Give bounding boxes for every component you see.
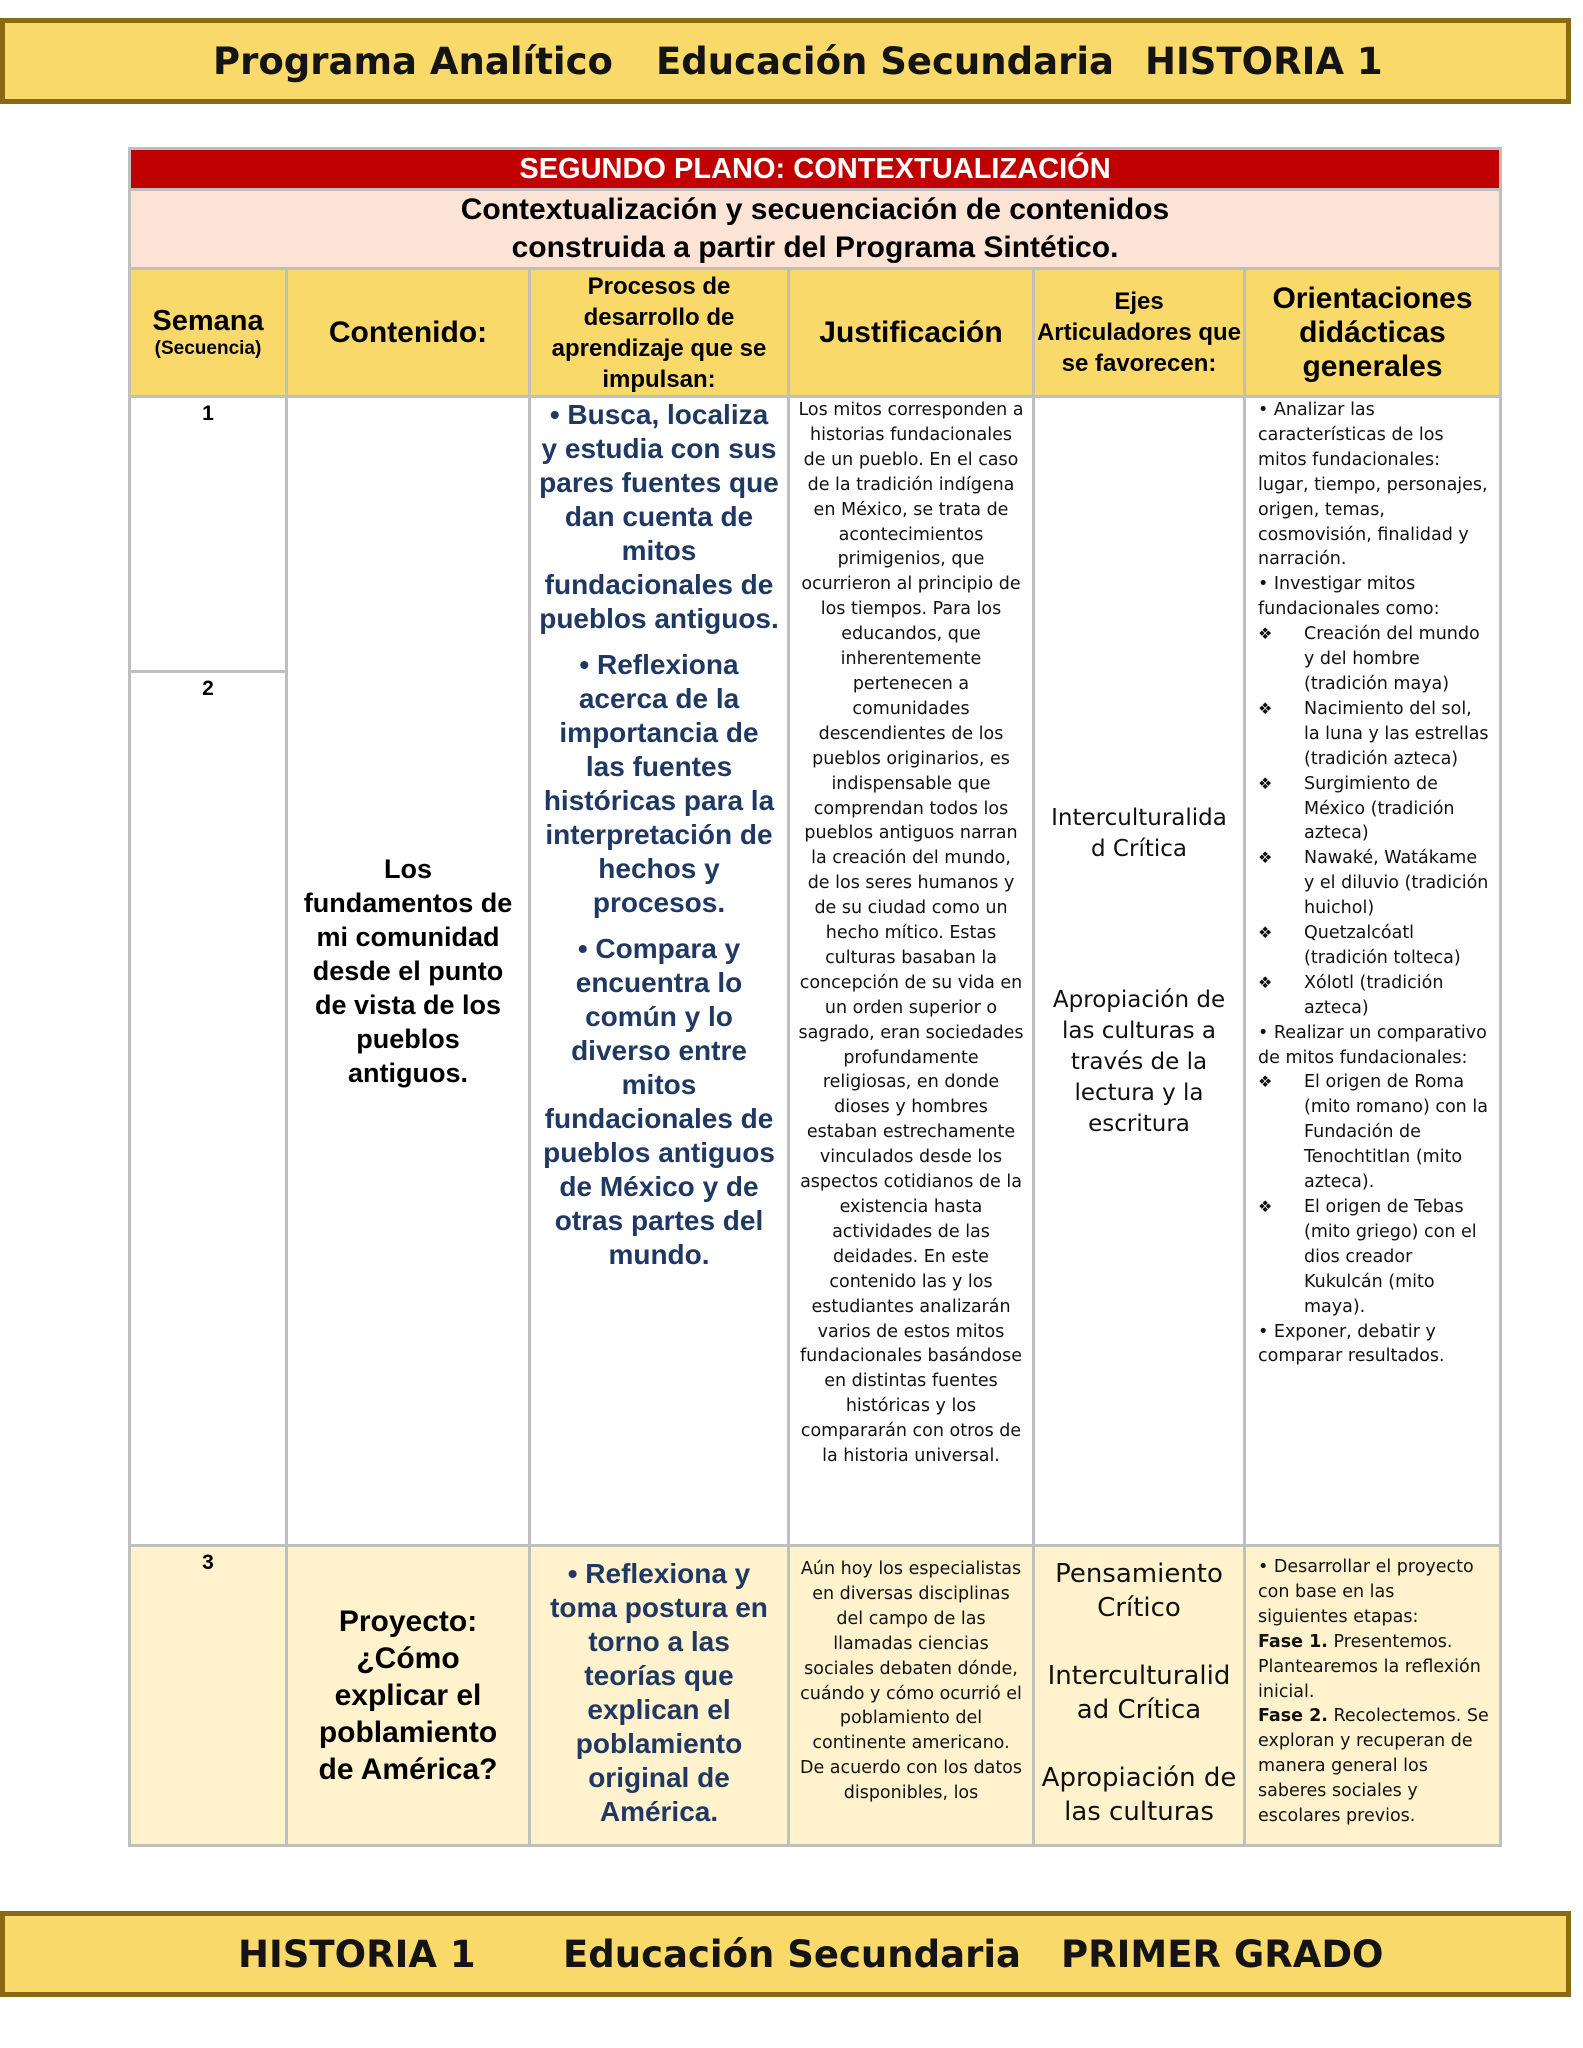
diamond-bullet-icon: ❖ xyxy=(1258,923,1273,943)
week-number-1: 1 xyxy=(130,397,287,672)
diamond-bullet-icon: ❖ xyxy=(1258,848,1273,868)
header-semana xyxy=(130,269,287,397)
myth-list xyxy=(1258,622,1489,1021)
phase-1 xyxy=(1258,1630,1489,1705)
justification-2: Aún hoy los especialistas en diversas disciplinas del campo de las llamadas ciencias sociales debaten dónde, cuándo y cómo ocurrió el poblamiento del continente americano. De acuerdo con los datos disponibles, los xyxy=(789,1546,1034,1846)
axis-item: Apropiación de las culturas a través de la lectura y la escritura xyxy=(1052,986,1226,1137)
phase-2-text: Recolectemos. Se exploran y recuperan de manera general los saberes sociales y escolares previos. xyxy=(1258,1706,1489,1827)
list-item: ❖ Nacimiento del sol, la luna y las estrellas (tradición azteca) xyxy=(1258,698,1489,769)
phase-1-text: Presentemos. Plantearemos la reflexión inicial. xyxy=(1258,1631,1481,1702)
guideline-bullet: • Realizar un comparativo de mitos fundacionales: xyxy=(1258,1022,1487,1068)
axis-item: Interculturalida d Crítica xyxy=(1051,804,1227,862)
footer-band xyxy=(0,1911,1571,1997)
header-program-title: Programa Analítico xyxy=(213,39,613,83)
axes-1 xyxy=(1034,397,1245,1546)
didactic-guidelines-2 xyxy=(1245,1546,1501,1846)
axes-2 xyxy=(1034,1546,1245,1846)
axis-item: Interculturalid ad Crítica xyxy=(1047,1661,1231,1725)
header-procesos: Procesos de desarrollo de aprendizaje que se impulsan: xyxy=(530,269,789,397)
process-item: • Reflexiona acerca de la importancia de las fuentes históricas para la interpretación de hechos y procesos. xyxy=(543,649,775,918)
list-item: ❖ El origen de Roma (mito romano) con la Fundación de Tenochtitlan (mito azteca). xyxy=(1258,1072,1488,1193)
table-subtitle xyxy=(130,190,1501,269)
header-level: Educación Secundaria xyxy=(656,39,1114,83)
process-item: • Compara y encuentra lo común y lo diverso entre mitos fundacionales de pueblos antiguos de México y de otras partes del mundo. xyxy=(543,933,775,1270)
project-title: Proyecto: ¿Cómo explicar el poblamiento de América? xyxy=(287,1546,530,1846)
list-item: ❖ Quetzalcóatl (tradición tolteca) xyxy=(1258,923,1461,968)
diamond-bullet-icon: ❖ xyxy=(1258,1197,1273,1216)
week-number-3: 3 xyxy=(130,1546,287,1846)
list-item: ❖ Nawaké, Watákame y el diluvio (tradición huichol) xyxy=(1258,848,1489,919)
diamond-bullet-icon: ❖ xyxy=(1258,972,1273,992)
header-justificacion: Justificación xyxy=(789,269,1034,397)
footer-subject: HISTORIA 1 xyxy=(238,1932,476,1976)
subtitle-line-1: Contextualización y secuenciación de contenidos xyxy=(460,193,1170,226)
process-item: • Busca, localiza y estudia con sus pares fuentes que dan cuenta de mitos fundacionales de pueblos antiguos. xyxy=(539,399,779,634)
guideline-bullet: • Investigar mitos fundacionales como: xyxy=(1258,574,1440,620)
table-title: SEGUNDO PLANO: CONTEXTUALIZACIÓN xyxy=(130,149,1501,190)
header-band xyxy=(0,18,1571,104)
diamond-bullet-icon: ❖ xyxy=(1258,773,1273,793)
diamond-bullet-icon: ❖ xyxy=(1258,1072,1273,1092)
list-item: ❖ El origen de Tebas (mito griego) con el dios creador Kukulcán (mito maya). xyxy=(1258,1197,1477,1317)
week-number-2: 2 xyxy=(130,672,287,1546)
learning-processes-1 xyxy=(530,397,789,1546)
guideline-bullet: • Desarrollar el proyecto con base en las siguientes etapas: xyxy=(1258,1557,1474,1627)
header-secuencia-label: (Secuencia) xyxy=(154,338,262,359)
comparison-list xyxy=(1258,1070,1489,1319)
didactic-guidelines-1 xyxy=(1245,397,1501,1546)
guideline-bullet: • Analizar las características de los mitos fundacionales: lugar, tiempo, personajes, origen, temas, cosmovisión, finalidad y narración. xyxy=(1258,400,1488,570)
axis-item: Pensamiento Crítico xyxy=(1055,1559,1223,1623)
guideline-bullet: • Exponer, debatir y comparar resultados. xyxy=(1258,1321,1445,1367)
diamond-bullet-icon: ❖ xyxy=(1258,624,1273,644)
learning-processes-2: • Reflexiona y toma postura en torno a las teorías que explican el poblamiento original de América. xyxy=(530,1546,789,1846)
header-orientaciones: Orientaciones didácticas generales xyxy=(1245,269,1501,397)
list-item: ❖ Surgimiento de México (tradición azteca) xyxy=(1258,773,1455,844)
diamond-bullet-icon: ❖ xyxy=(1258,698,1273,718)
phase-2-label: Fase 2. xyxy=(1258,1706,1328,1727)
header-ejes: Ejes Articuladores que se favorecen: xyxy=(1034,269,1245,397)
header-semana-label: Semana xyxy=(152,305,264,337)
footer-level: Educación Secundaria xyxy=(563,1932,1021,1976)
content-topic-1: Los fundamentos de mi comunidad desde el punto de vista de los pueblos antiguos. xyxy=(287,397,530,1546)
list-item: ❖ Creación del mundo y del hombre (tradición maya) xyxy=(1258,624,1480,694)
header-contenido: Contenido: xyxy=(287,269,530,397)
phase-1-label: Fase 1. xyxy=(1258,1631,1328,1652)
footer-grade: PRIMER GRADO xyxy=(1061,1932,1384,1976)
header-subject: HISTORIA 1 xyxy=(1145,39,1383,83)
contextualization-table xyxy=(128,147,1502,1847)
subtitle-line-2: construida a partir del Programa Sintético. xyxy=(511,231,1119,264)
list-item: ❖ Xólotl (tradición azteca) xyxy=(1258,972,1444,1018)
axis-item: Apropiación de las culturas xyxy=(1041,1763,1237,1827)
phase-2 xyxy=(1258,1704,1489,1829)
justification-1: Los mitos corresponden a historias fundacionales de un pueblo. En el caso de la tradición indígena en México, se trata de acontecimientos primigenios, que ocurrieron al principio de los tiempos. Para los educandos, que inherentemente pertenecen a comunidades descendientes de los pueblos originarios, es indispensable que comprendan todos los pueblos antiguos narran la creación del mundo, de los seres humanos y de su ciudad como un hecho mítico. Estas culturas basaban la concepción de su vida en un orden superior o sagrado, eran sociedades profundamente religiosas, en donde dioses y hombres estaban estrechamente vinculados desde los aspectos cotidianos de la existencia hasta actividades de las deidades. En este contenido las y los estudiantes analizarán varios de estos mitos fundacionales basándose en distintas fuentes históricas y los compararán con otros de la historia universal. xyxy=(789,397,1034,1546)
